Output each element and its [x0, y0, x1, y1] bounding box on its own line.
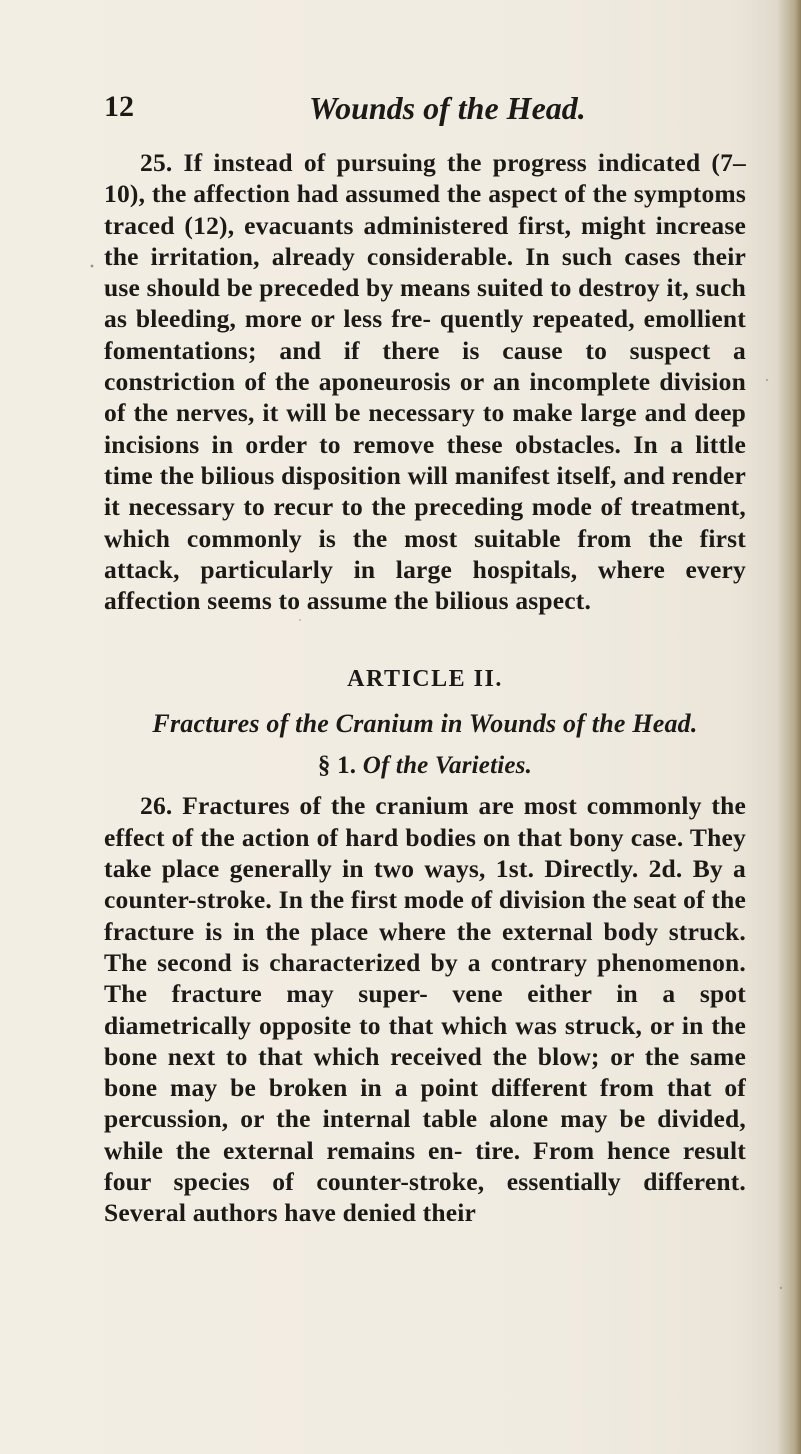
- section-symbol: § 1.: [317, 752, 357, 780]
- section-heading: [104, 740, 746, 790]
- speck: [91, 265, 94, 268]
- page-number: 12: [104, 90, 134, 123]
- article-subtitle: Fractures of the Cranium in Wounds of the Head.: [152, 709, 698, 739]
- speck: [766, 379, 768, 381]
- running-title: Wounds of the Head.: [309, 90, 586, 126]
- running-head: [104, 90, 744, 130]
- paragraph-26: 26. Fractures of the cranium are most commonly the effect of the action of hard bodies on that bony case. They take place generally in two ways, 1st. Directly. 2d. By a counter-stroke. In the first mode of division the seat of the fracture is in the place where the external body struck. The second is characterized by a contrary phenomenon. The fracture may super- vene either in a spot diametrically opposite to that which was struck, or in the bone next to that which received the blow; or the same bone may be broken in a point different from that of percussion, or the internal table alone may be divided, while the external remains en- tire. From hence result four species of counter-stroke, essentially different. Several authors have denied their: [104, 791, 746, 1228]
- page-edge-shadow: [777, 0, 801, 1454]
- section-title: Of the Varieties.: [362, 752, 533, 780]
- paragraph-25: 25. If instead of pursuing the progress indicated (7–10), the affection had assumed the aspect of the symptoms traced (12), evacuants administered first, might increase the irritation, already considerable. In such cases their use should be preceded by means suited to destroy it, such as bleeding, more or less fre- quently repeated, emollient fomentations; and if there is cause to suspect a constriction of the aponeurosis or an incomplete division of the nerves, it will be necessary to make large and deep incisions in order to remove these obstacles. In a little time the bilious disposition will manifest itself, and render it necessary to recur to the preceding mode of treatment, which commonly is the most suitable from the first attack, particularly in large hospitals, where every affection seems to assume the bilious aspect.: [104, 148, 746, 616]
- body-text: [104, 147, 746, 1229]
- article-heading: ARTICLE II.: [347, 666, 503, 693]
